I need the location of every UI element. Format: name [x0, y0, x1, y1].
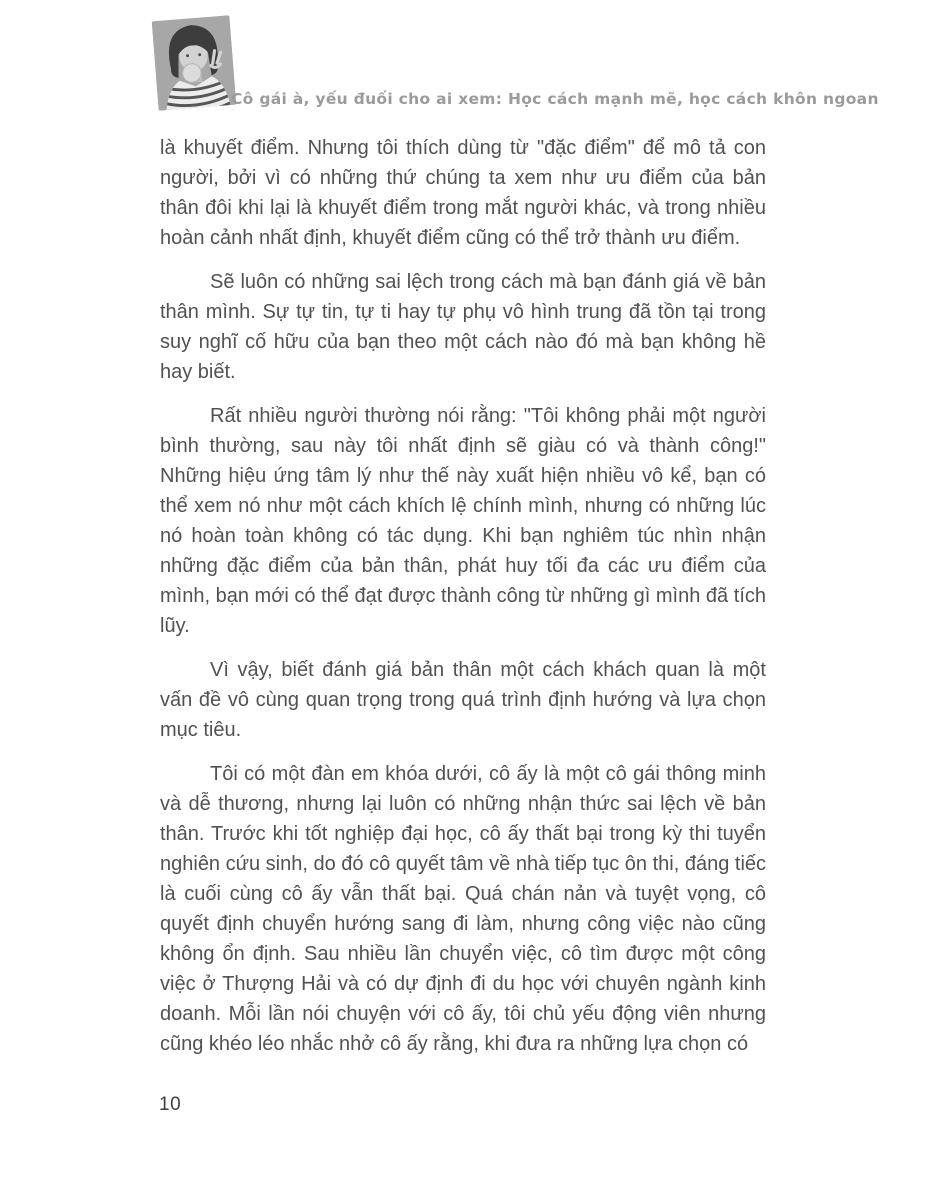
body-text [160, 133, 766, 1073]
paragraph: là khuyết điểm. Nhưng tôi thích dùng từ "đặc điểm" để mô tả con người, bởi vì có những thứ chúng ta xem như ưu điểm của bản thân đôi khi lại là khuyết điểm trong mắt người khác, và trong nhiều hoàn cảnh nhất định, khuyết điểm cũng có thể trở thành ưu điểm. [160, 137, 766, 249]
paragraph: Rất nhiều người thường nói rằng: "Tôi không phải một người bình thường, sau này tôi nhất định sẽ giàu có và thành công!" Những hiệu ứng tâm lý như thế này xuất hiện nhiều vô kể, bạn có thể xem nó như một cách khích lệ chính mình, nhưng có những lúc nó hoàn toàn không có tác dụng. Khi bạn nghiêm túc nhìn nhận những đặc điểm của bản thân, phát huy tối đa các ưu điểm của mình, bạn mới có thể đạt được thành công từ những gì mình đã tích lũy. [160, 405, 766, 637]
girl-bubblegum-illustration [152, 15, 237, 111]
paragraph: Vì vậy, biết đánh giá bản thân một cách khách quan là một vấn đề vô cùng quan trọng trong quá trình định hướng và lựa chọn mục tiêu. [160, 659, 766, 741]
paragraph: Sẽ luôn có những sai lệch trong cách mà bạn đánh giá về bản thân mình. Sự tự tin, tự ti hay tự phụ vô hình trung đã tồn tại trong suy nghĩ cố hữu của bạn theo một cách nào đó mà bạn không hề hay biết. [160, 271, 766, 383]
girl-bubblegum-photo [152, 15, 237, 111]
page-number: 10 [159, 1094, 182, 1115]
running-header [155, 14, 879, 114]
running-header-title: Cô gái à, yếu đuối cho ai xem: Học cách mạnh mẽ, học cách khôn ngoan [231, 90, 879, 108]
paragraph: Tôi có một đàn em khóa dưới, cô ấy là một cô gái thông minh và dễ thương, nhưng lại luôn có những nhận thức sai lệch về bản thân. Trước khi tốt nghiệp đại học, cô ấy thất bại trong kỳ thi tuyển nghiên cứu sinh, do đó cô quyết tâm về nhà tiếp tục ôn thi, đáng tiếc là cuối cùng cô ấy vẫn thất bại. Quá chán nản và tuyệt vọng, cô quyết định chuyển hướng sang đi làm, nhưng công việc nào cũng không ổn định. Sau nhiều lần chuyển việc, cô tìm được một công việc ở Thượng Hải và có dự định đi du học với chuyên ngành kinh doanh. Mỗi lần nói chuyện với cô ấy, tôi chủ yếu động viên nhưng cũng khéo léo nhắc nhở cô ấy rằng, khi đưa ra những lựa chọn có [160, 763, 767, 1055]
